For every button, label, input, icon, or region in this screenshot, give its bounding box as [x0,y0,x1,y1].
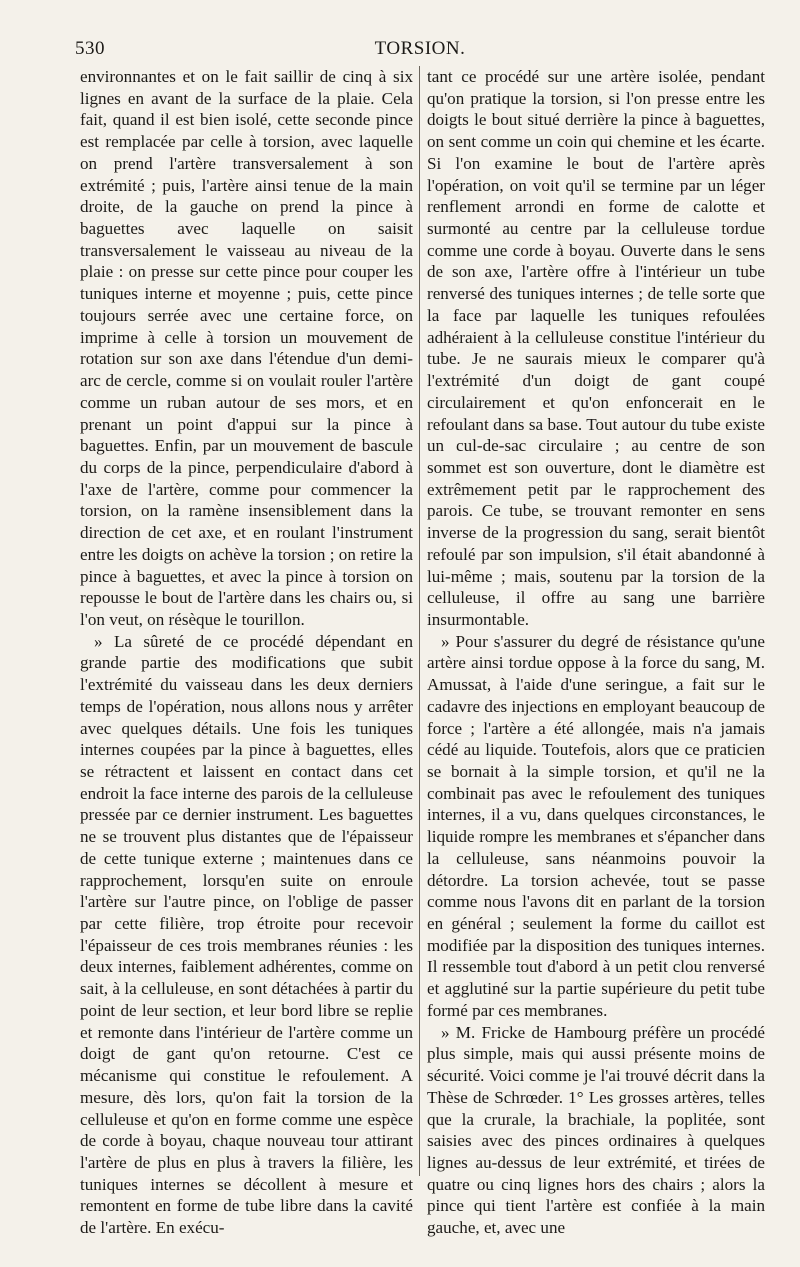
paragraph: environnantes et on le fait saillir de cinq à six lignes en avant de la surface de la plaie. Cela fait, quand il est bien isolé, cette seconde pince est remplacée par celle à torsion, avec laquelle on prend l'artère transversalement à son extrémité ; puis, l'artère ainsi tenue de la main droite, de la gauche on prend la pince à baguettes avec laquelle on saisit transversalement le vaisseau au niveau de la plaie : on presse sur cette pince pour couper les tuniques interne et moyenne ; puis, cette pince toujours serrée avec une certaine force, on imprime à celle à torsion un mouvement de rotation sur son axe dans l'étendue d'un demi-arc de cercle, comme si on voulait rouler l'artère comme un ruban autour de ses mors, et en prenant un point d'appui sur la pince à baguettes. Enfin, par un mouvement de bascule du corps de la pince, perpendiculaire d'abord à l'axe de l'artère, comme pour commencer la torsion, on la ramène insensiblement dans la direction de cet axe, et en roulant l'instrument entre les doigts on achève la torsion ; on retire la pince à baguettes, et avec la pince à torsion on repousse le bout de l'artère dans les chairs ou, si l'on veut, on résèque le tourillon. [80,67,413,629]
paragraph: » La sûreté de ce procédé dépendant en grande partie des modifications que subit l'extrémité du vaisseau dans les deux derniers temps de l'opération, nous allons nous y arrêter avec quelques détails. Une fois les tuniques internes coupées par la pince à baguettes, elles se rétractent et laissent en contact dans cet endroit la face interne des parois de la celluleuse pressée par ce dernier instrument. Les baguettes ne se trouvent plus distantes que de l'épaisseur de cette tunique externe ; maintenues dans ce rapprochement, lorsqu'en suite on enroule l'artère sur l'autre pince, on l'oblige de passer par cette filière, trop étroite pour recevoir l'épaisseur de ces trois membranes réunies : les deux internes, faiblement adhérentes, comme on sait, à la celluleuse, en sont détachées à partir du point de leur section, et leur bord libre se replie et remonte dans l'intérieur de l'artère comme un doigt de gant qu'on retourne. C'est ce mécanisme qui constitue le refoulement. A mesure, dès lors, qu'on fait la torsion de la celluleuse et qu'on en forme comme une espèce de corde à boyau, chaque nouveau tour attirant l'artère de plus en plus à travers la filière, les tuniques internes se décollent à mesure et remontent en forme de tube libre dans la cavité de l'artère. En exécu- [80,631,413,1238]
column-divider [419,66,420,1176]
running-title: TORSION. [374,38,466,59]
left-column [80,66,413,1239]
paragraph: tant ce procédé sur une artère isolée, pendant qu'on pratique la torsion, si l'on presse entre les doigts le bout situé derrière la pince à baguettes, on sent comme un coin qui chemine et les écarte. Si l'on examine le bout de l'artère après l'opération, on voit qu'il se termine par un léger renflement arrondi en forme de calotte et surmonté au centre par la celluleuse tordue comme une corde à boyau. Ouverte dans le sens de son axe, l'artère offre à l'intérieur un tube renversé des tuniques internes ; de telle sorte que la face par laquelle les tuniques refoulées adhéraient à la celluleuse constitue l'intérieur du tube. Je ne saurais mieux le comparer qu'à l'extrémité d'un doigt de gant coupé circulairement et qu'on enfoncerait en le refoulant dans sa base. Tout autour du tube existe un cul-de-sac circulaire ; au centre de son sommet est son ouverture, dont le diamètre est extrêmement petit par le rapprochement des parois. Ce tube, se trouvant remonter en sens inverse de la progression du sang, serait bientôt refoulé par son impulsion, s'il était abandonné à lui-même ; mais, soutenu par la torsion de la celluleuse, il offre au sang une barrière insurmontable. [427,67,765,629]
page-header [75,38,765,66]
paragraph: » M. Fricke de Hambourg préfère un procédé plus simple, mais qui aussi présente moins de sécurité. Voici comme je l'ai trouvé décrit dans la Thèse de Schrœder. 1° Les grosses artères, telles que la crurale, la brachiale, la poplitée, sont saisies avec des pinces ordinaires à quelques lignes au-dessus de leur extrémité, et tirées de quatre ou cinq lignes hors des chairs ; alors la pince qui tient l'artère est confiée à la main gauche, et, avec une [427,1022,765,1238]
paragraph: » Pour s'assurer du degré de résistance qu'une artère ainsi tordue oppose à la force du sang, M. Amussat, à l'aide d'une seringue, a fait sur le cadavre des injections en employant beaucoup de force ; l'artère a été allongée, mais n'a jamais cédé au liquide. Toutefois, alors que ce praticien se bornait à la simple torsion, et qu'il ne la combinait pas avec le refoulement des tuniques internes, il a vu, dans quelques circonstances, le liquide rompre les membranes et s'épancher dans la celluleuse, sans néanmoins pouvoir la détordre. La torsion achevée, tout se passe comme nous l'avons dit en parlant de la torsion en général ; seulement la forme du caillot est modifiée par la disposition des tuniques internes. Il ressemble tout d'abord à un petit clou renversé et agglutiné sur la partie supérieure du petit tube formé par ces membranes. [427,631,765,1020]
right-column [427,66,765,1239]
page-number: 530 [75,38,105,59]
